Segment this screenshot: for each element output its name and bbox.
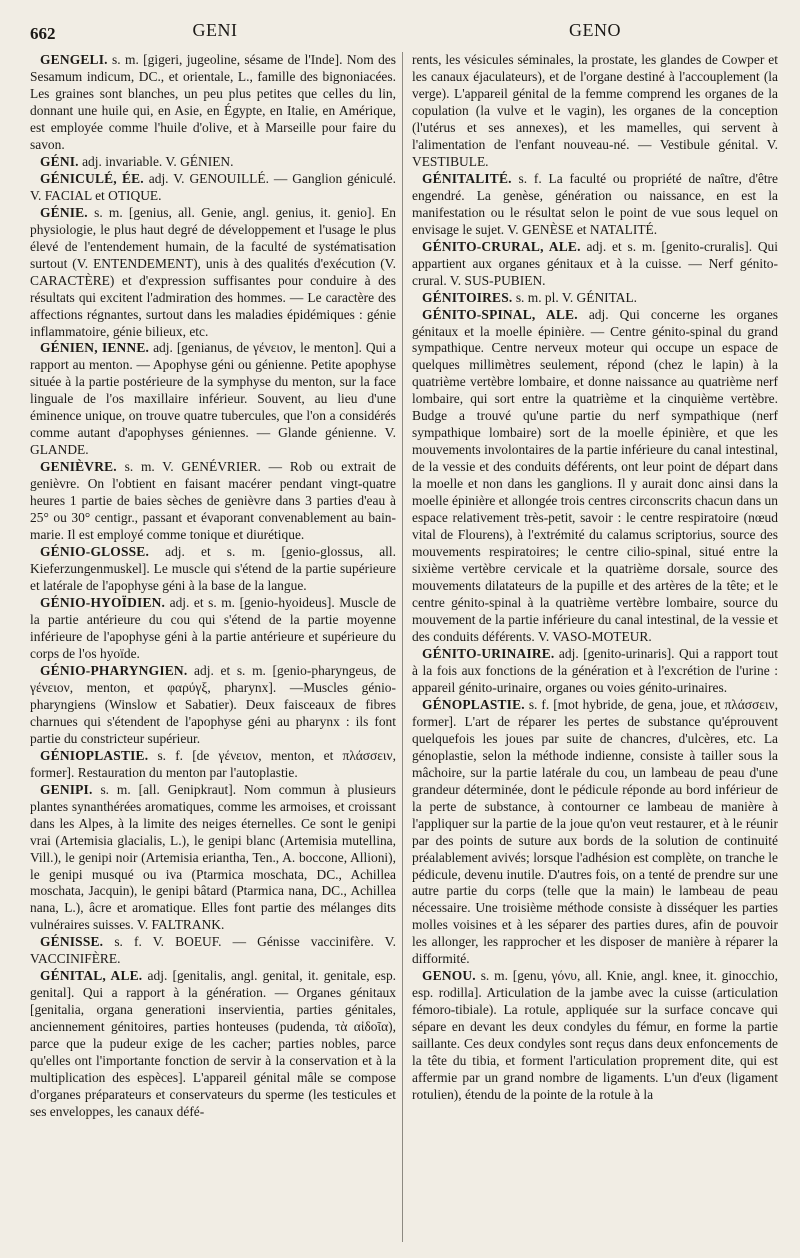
dictionary-entry [30,663,396,748]
entry-headword: GÉNIO-PHARYNGIEN. [40,662,188,678]
page-header [0,20,800,50]
entry-definition: s. m. [gigeri, jugeoline, sésame de l'Inde]. Nom des Sesamum indicum, DC., et orientale, L., famille des bignoniacées. Les graines sont blanches, un peu plus petites que celles du lin, donnant une huile qui, en Asie, en Égypte, en Italie, en Amérique, est employée comme l'huile d'olive, et à Marseille pour faire du savon. [30,52,396,152]
entry-definition: adj. et s. m. [genito-cruralis]. Qui appartient aux organes génitaux et à la cuisse. — Nerf génito-crural. V. SUS-PUBIEN. [412,238,778,288]
dictionary-entry [412,290,778,307]
dictionary-entry [30,205,396,341]
entry-definition: adj. Qui concerne les organes génitaux et la moelle épinière. — Centre génito-spinal du grand sympathique. Centre nerveux moteur qui occupe un espace de quelques millimètres seulement, répond (chez le lapin) à la quatrième vertèbre lombaire, et donne naissance au quatrième nerf lombaire, qui sort entre la quatrième et la cinquième vertèbre. Budge a trouvé qu'une partie du nerf sympathique (nerf sympathique lombaire) sort de la moelle épinière, et que les mouvements involontaires de la partie inférieure du canal intestinal, de la vessie et des conduits déférents, ont leur point de départ dans la moelle et non dans les ganglions. Il y aurait donc ainsi dans la moelle épinière et allongée trois centres circonscrits chacun dans un espace relativement très-petit, savoir : le centre respiratoire (nœud vital de Flourens), à l'extrémité du calamus scriptorius, source des mouvements respiratoires; le centre cilio-spinal, situé entre la sixième vertèbre cervicale et la quatrième dorsale, source des mouvements dilatateurs de la pupille et des artères de la tête; et le centre génito-spinal à la quatrième vertèbre lombaire, source du mouvement de la partie inférieure du canal intestinal, de la vessie et des conduits déférents. V. VASO-MOTEUR. [412,306,778,644]
entry-headword: GÉNOPLASTIE. [422,696,525,712]
entry-headword: GÉNITOIRES. [422,289,513,305]
dictionary-entry [412,307,778,646]
entry-definition: s. m. V. GENÉVRIER. — Rob ou extrait de genièvre. On l'obtient en faisant macérer pendant vingt-quatre heures 1 partie de baies sèches de genièvre dans 3 parties d'eau à 25° ou 30° centigr., passant et évaporant convenablement au bain-marie. Il est employé comme tonique et diurétique. [30,459,396,543]
left-column [30,52,396,1247]
entry-headword: GÉNITALITÉ. [422,170,512,186]
entry-definition: s. m. [all. Genipkraut]. Nom commun à plusieurs plantes synanthérées aromatiques, comme les armoises, et croissant dans les Alpes, à la limite des neiges éternelles. Ce sont le genipi vrai (Artemisia glacialis, L.), le genipi blanc (Artemisia mutellina, Vill.), le genipi noir (Artemisia eriantha, Ten., A. boccone, Allioni), le genipi musqué ou iva (Ptarmica moschata, DC., Achillea moschata, Jacquin), le genipi bâtard (Ptarmica nana, DC., Achillea nana, L.), âcre et aromatique. Elles font partie des mélanges dits vulnéraires suisses. V. FALTRANK. [30,781,396,933]
entry-definition: s. f. La faculté ou propriété de naître, d'être engendré. La genèse, génération ou naissance, en est la manifestation ou le résultat selon le point de vue sous lequel on envisage le sujet. V. GENÈSE et NATALITÉ. [412,170,778,237]
right-running-head: GENO [569,20,621,40]
dictionary-entry [30,934,396,968]
entry-definition: s. m. [genu, γόνυ, all. Knie, angl. knee, it. ginocchio, esp. rodilla]. Articulation de la jambe avec la cuisse (articulation fémoro-tibiale). La rotule, appliquée sur la surface concave qui sépare en devant les deux condyles du fémur, en forme la partie saillante. Ces deux condyles sont reçus dans deux enfoncements de la tête du tibia, et forment l'articulation proprement dite, qui est affermie par un grand nombre de ligaments. L'un d'eux (ligament rotulien), étendu de la pointe de la rotule à la [412,968,778,1103]
entry-definition: adj. V. GENOUILLÉ. — Ganglion géniculé. V. FACIAL et OTIQUE. [30,170,396,203]
entry-headword: GÉNIE. [40,204,88,220]
entry-definition: rents, les vésicules séminales, la prostate, les glandes de Cowper et les canaux éjaculateurs), et de l'organe destiné à l'accouplement (la verge). L'appareil génital de la femme comprend les organes de la copulation (la vulve et le vagin), les organes de la conception (l'utérus et ses annexes), et les mamelles, qui servent à l'alimentation de l'enfant nouveau-né. — Vestibule génital. V. VESTIBULE. [412,52,778,169]
entry-headword: GÉNIO-GLOSSE. [40,544,150,560]
dictionary-entry [30,154,396,171]
entry-definition: adj. [genitalis, angl. genital, it. genitale, esp. genital]. Qui a rapport à la génération. — Organes génitaux [genitalia, organa generationi inservientia, parties génitales, anciennement génitoires, parties honteuses (pudenda, τὰ αἰδοῖα), parce que la pudeur exige de les cacher; parties nobles, parce qu'elles ont l'importante fonction de servir à la conservation et à la multiplication des espèces]. L'appareil génital mâle se compose d'organes préparateurs et conservateurs du sperme (les testicules et ses enveloppes, les canaux défé- [30,968,396,1120]
dictionary-entry [412,968,778,1104]
entry-definition: s. f. [mot hybride, de gena, joue, et πλάσσειν, former]. L'art de réparer les pertes de substance qu'éprouvent quelquefois les joues par suite de chancres, d'ulcères, etc. La génoplastie, selon la méthode indienne, consiste à tailler sous la mâchoire, sur la partie latérale du cou, un lambeau de peau d'une grandeur déterminée, dont le pédicule réponde au bord inférieur de la perte de substance, à contourner ce lambeau de manière à l'appliquer sur la partie de la joue qu'on veut restaurer, et à le réunir par des points de suture aux bords de la solution de continuité préalablement avivés; lorsque l'adhésion est complète, on tranche le pédicule, devenu inutile. D'autres fois, on a tenté de prendre sur une autre partie du corps (telle que la main) le lambeau de peau nécessaire. Une troisième méthode consiste à disséquer les parties molles voisines et à les séparer des parties dures, afin de pouvoir les allonger, les rapprocher et les disposer de manière à réparer la difformité. [412,696,778,967]
entry-headword: GÉNITO-URINAIRE. [422,645,555,661]
dictionary-entry [30,171,396,205]
entry-headword: GENOU. [422,968,476,984]
dictionary-entry [30,968,396,1121]
entry-headword: GÉNIO-HYOÏDIEN. [40,595,166,610]
entry-headword: GÉNITO-CRURAL, ALE. [422,238,581,254]
dictionary-entry [30,595,396,663]
entry-headword: GENGELI. [40,52,108,67]
dictionary-entry [412,239,778,290]
column-divider [402,52,403,1242]
entry-headword: GÉNIOPLASTIE. [40,747,149,763]
entry-headword: GÉNI. [40,153,79,169]
entry-definition: adj. [genianus, de γένειον, le menton]. Qui a rapport au menton. — Apophyse géni ou génienne. Petite apophyse située à la partie postérieure de la symphyse du menton, sur la face linguale de l'os maxillaire inférieur. Souvent, au lieu d'une éminence unique, on trouve quatre tubercules, que l'on a considérés comme autant d'apophyses géniennes. — Glande génienne. V. GLANDE. [30,340,396,458]
entry-definition: adj. et s. m. [genio-glossus, all. Kieferzungenmuskel]. Le muscle qui s'étend de la partie supérieure et latérale de l'apophyse géni à la base de la langue. [30,544,396,594]
dictionary-entry [412,52,778,171]
dictionary-entry [30,52,396,154]
dictionary-entry [30,340,396,459]
dictionary-entry [30,782,396,935]
dictionary-entry [412,171,778,239]
dictionary-entry [30,544,396,595]
dictionary-entry [30,748,396,782]
dictionary-entry [30,459,396,544]
dictionary-entry [412,697,778,969]
entry-definition: s. f. [de γένειον, menton, et πλάσσειν, former]. Restauration du menton par l'autoplastie. [30,747,396,780]
entry-definition: adj. et s. m. [genio-pharyngeus, de γένειον, menton, et φαρύγξ, pharynx]. —Muscles génio-pharyngiens (Winslow et Sabatier). Deux faisceaux de fibres charnues qui s'étendent de l'apophyse géni au pharynx : ils font partie du constricteur supérieur. [30,662,396,746]
entry-definition: s. m. [genius, all. Genie, angl. genius, it. genio]. En physiologie, le plus haut degré de développement et l'usage le plus élevé de l'entendement humain, de la faculté de systématisation surtout (V. ENTENDEMENT), unis à des qualités d'exécution (V. CARACTÈRE) et d'expression suffisantes pour conduire à des résultats qui excitent l'admiration des hommes. — Le caractère des affections régnantes, surtout dans les maladies épidémiques : génie inflammatoire, génie bilieux, etc. [30,204,396,339]
entry-definition: s. m. pl. V. GÉNITAL. [515,289,638,305]
entry-headword: GÉNITAL, ALE. [40,968,143,984]
entry-headword: GÉNITO-SPINAL, ALE. [422,306,578,322]
entry-definition: adj. invariable. V. GÉNIEN. [82,153,234,169]
entry-headword: GÉNIEN, IENNE. [40,340,150,356]
right-column [412,52,778,1247]
entry-headword: GÉNISSE. [40,934,104,950]
left-running-head: GENI [192,20,238,40]
page-number: 662 [30,24,56,43]
entry-headword: GENIÈVRE. [40,459,117,475]
entry-headword: GÉNICULÉ, ÉE. [40,170,144,186]
entry-definition: adj. et s. m. [genio-hyoideus]. Muscle de la partie antérieure du cou qui s'étend de la partie moyenne inférieure de l'apophyse géni à la partie antérieure et supérieure du corps de l'os hyoïde. [30,595,396,661]
entry-definition: adj. [genito-urinaris]. Qui a rapport tout à la fois aux fonctions de la génération et à l'excrétion de l'urine : appareil génito-urinaire, organes ou voies génito-urinaires. [412,645,778,695]
entry-headword: GENIPI. [40,781,93,797]
entry-definition: s. f. V. BOEUF. — Génisse vaccinifère. V. VACCINIFÈRE. [30,934,396,967]
dictionary-entry [412,646,778,697]
